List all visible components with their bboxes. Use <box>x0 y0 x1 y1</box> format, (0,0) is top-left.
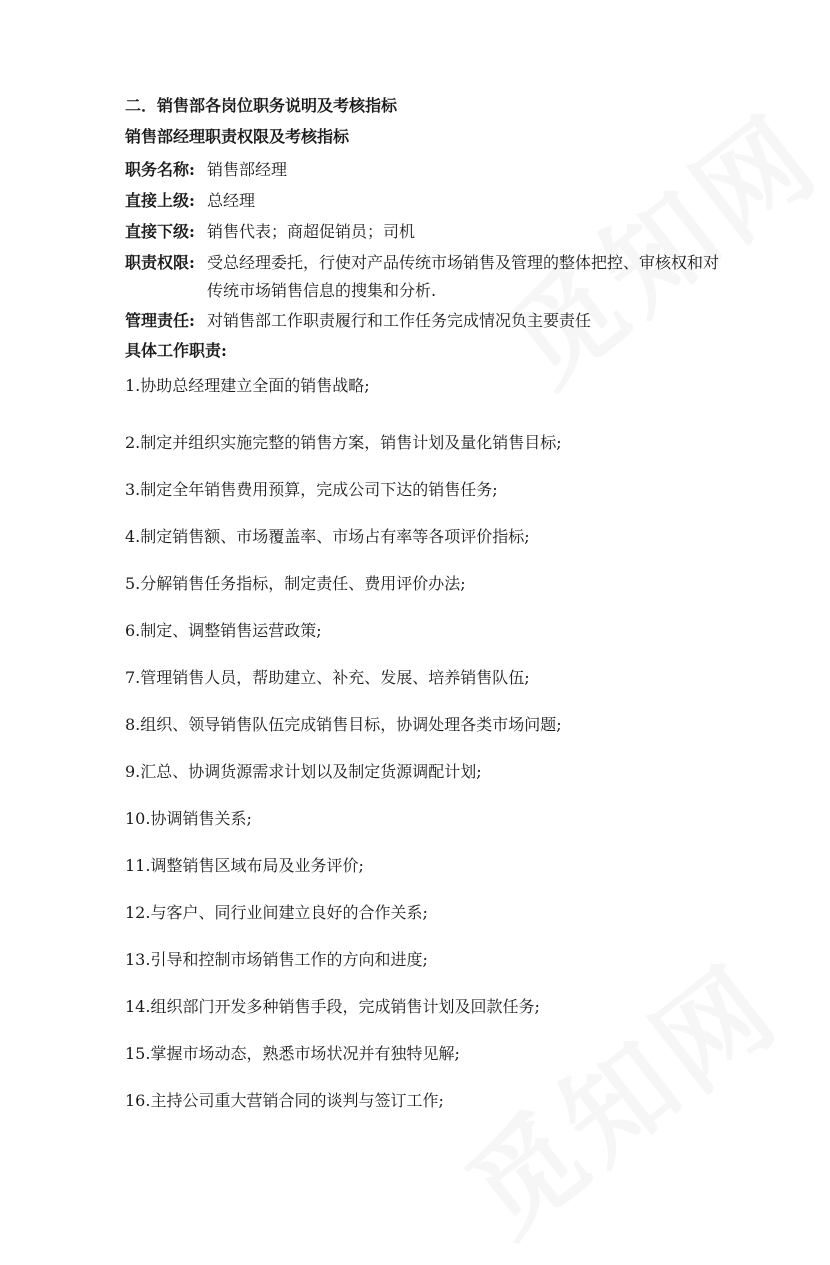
field-label: 职责权限: <box>125 253 195 272</box>
field-value: 对销售部工作职责履行和工作任务完成情况负主要责任 <box>207 311 592 330</box>
duty-item: 13.引导和控制市场销售工作的方向和进度; <box>125 950 428 969</box>
duty-item: 7.管理销售人员，帮助建立、补充、发展、培养销售队伍; <box>125 668 530 687</box>
duty-item: 14.组织部门开发多种销售手段，完成销售计划及回款任务; <box>125 997 540 1016</box>
field-management-responsibility <box>125 305 725 336</box>
field-job-title <box>125 154 725 185</box>
duty-item: 3.制定全年销售费用预算，完成公司下达的销售任务; <box>125 480 498 499</box>
field-authority <box>125 247 725 305</box>
field-value: 销售代表；商超促销员；司机 <box>207 222 416 241</box>
document-content <box>125 92 725 1124</box>
section-title: 二．销售部各岗位职务说明及考核指标 <box>125 96 398 115</box>
field-value: 受总经理委托，行使对产品传统市场销售及管理的整体把控、审核权和对传统市场销售信息的搜集和分析. <box>207 253 720 300</box>
duty-item: 15.掌握市场动态，熟悉市场状况并有独特见解; <box>125 1044 460 1063</box>
duty-item: 5.分解销售任务指标，制定责任、费用评价办法; <box>125 574 466 593</box>
duty-item: 2.制定并组织实施完整的销售方案，销售计划及量化销售目标; <box>125 433 562 452</box>
duty-item: 10.协调销售关系; <box>125 809 252 828</box>
field-label: 管理责任: <box>125 311 195 330</box>
duties-title: 具体工作职责: <box>125 341 227 360</box>
field-label: 直接上级: <box>125 191 195 210</box>
duty-item: 12.与客户、同行业间建立良好的合作关系; <box>125 903 428 922</box>
duty-item: 1.协助总经理建立全面的销售战略; <box>125 376 370 395</box>
duty-item: 16.主持公司重大营销合同的谈判与签订工作; <box>125 1091 444 1110</box>
duty-item: 8.组织、领导销售队伍完成销售目标，协调处理各类市场问题; <box>125 715 562 734</box>
duty-item: 9.汇总、协调货源需求计划以及制定货源调配计划; <box>125 762 482 781</box>
duty-item: 4.制定销售额、市场覆盖率、市场占有率等各项评价指标; <box>125 527 530 546</box>
sub-title: 销售部经理职责权限及考核指标 <box>125 127 350 146</box>
field-direct-subordinates <box>125 216 725 247</box>
field-direct-superior <box>125 185 725 216</box>
duties-list <box>125 372 725 1124</box>
field-label: 职务名称: <box>125 160 195 179</box>
field-value: 销售部经理 <box>207 160 288 179</box>
field-value: 总经理 <box>207 191 256 210</box>
field-label: 直接下级: <box>125 222 195 241</box>
duty-item: 11.调整销售区域布局及业务评价; <box>125 856 364 875</box>
duty-item: 6.制定、调整销售运营政策; <box>125 621 322 640</box>
